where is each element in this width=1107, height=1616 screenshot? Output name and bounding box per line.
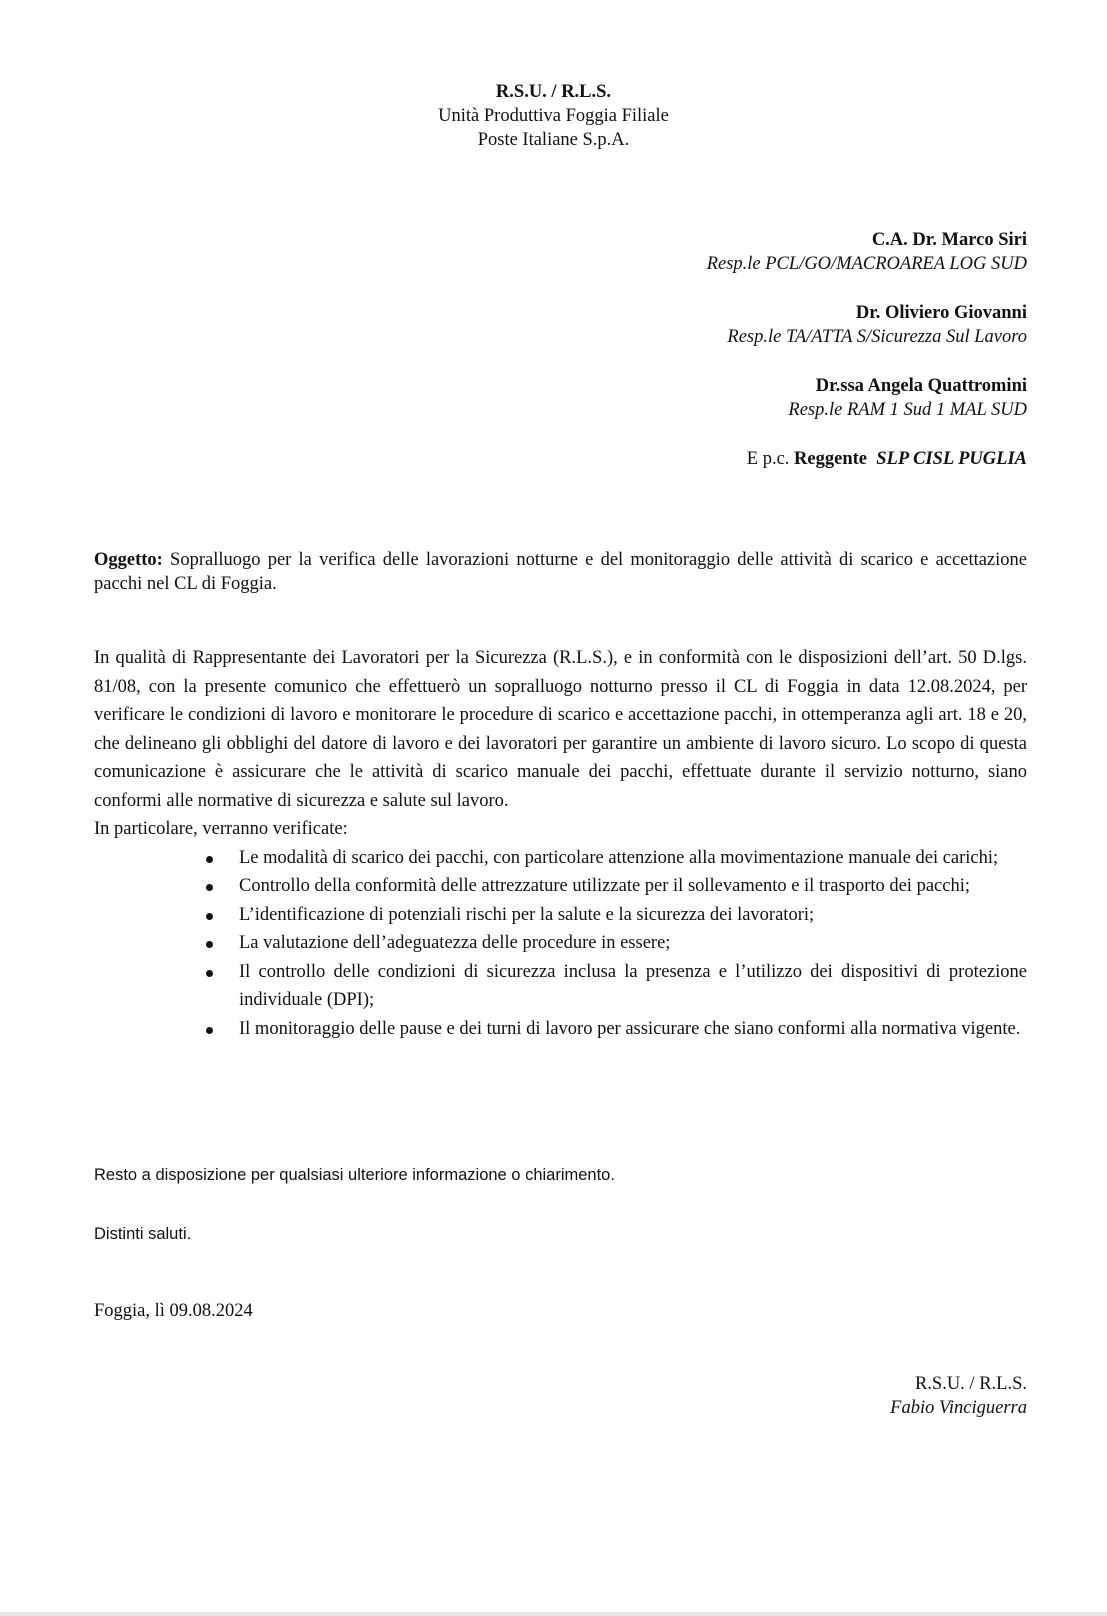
bullet-icon xyxy=(206,941,213,948)
letter-header xyxy=(0,80,1107,152)
list-item: La valutazione dell’adeguatezza delle procedure in essere; xyxy=(94,929,1027,958)
place-date: Foggia, lì 09.08.2024 xyxy=(94,1301,253,1321)
cc-role: Reggente xyxy=(794,449,867,469)
body-intro: In particolare, verranno verificate: xyxy=(94,819,348,839)
list-item: L’identificazione di potenziali rischi per la salute e la sicurezza dei lavoratori; xyxy=(94,901,1027,930)
list-item: Le modalità di scarico dei pacchi, con particolare attenzione alla movimentazione manuale dei carichi; xyxy=(94,844,1027,873)
header-title: R.S.U. / R.L.S. xyxy=(495,82,612,102)
recipient-name: Dr. Oliviero Giovanni xyxy=(855,303,1027,323)
list-item: Il monitoraggio delle pause e dei turni di lavoro per assicurare che siano conformi alla normativa vigente. xyxy=(94,1015,1027,1044)
body-paragraph: In qualità di Rappresentante dei Lavoratori per la Sicurezza (R.L.S.), e in conformità con le disposizioni dell’art. 50 D.lgs. 81/08, con la presente comunico che effettuerò un sopralluogo notturno presso il CL di Foggia in data 12.08.2024, per verificare le condizioni di lavoro e monitorare le procedure di scarico e accettazione pacchi, in ottemperanza agli art. 18 e 20, che delineano gli obblighi del datore di lavoro e dei lavoratori per garantire un ambiente di lavoro sicuro. Lo scopo di questa comunicazione è assicurare che le attività di scarico manuale dei pacchi, effettuate durante il servizio notturno, siano conformi alle normative di sicurezza e salute sul lavoro. xyxy=(94,648,1027,811)
signature-block xyxy=(890,1372,1027,1420)
closing-line: Resto a disposizione per qualsiasi ulteriore informazione o chiarimento. xyxy=(94,1166,615,1184)
recipient-role: Resp.le TA/ATTA S/Sicurezza Sul Lavoro xyxy=(727,327,1027,347)
greeting-line: Distinti saluti. xyxy=(94,1225,192,1243)
signature-title: R.S.U. / R.L.S. xyxy=(914,1374,1027,1394)
recipient-role: Resp.le PCL/GO/MACROAREA LOG SUD xyxy=(706,254,1027,274)
list-item: Il controllo delle condizioni di sicurezza inclusa la presenza e l’utilizzo dei dispositivi di protezione individuale (DPI); xyxy=(94,958,1027,1015)
bullet-icon xyxy=(206,856,213,863)
recipient-3 xyxy=(707,374,1027,422)
cc-line xyxy=(707,447,1027,471)
subject-line xyxy=(94,548,1027,596)
cc-org: SLP CISL PUGLIA xyxy=(876,449,1027,469)
bullet-icon xyxy=(206,970,213,977)
subject-label: Oggetto: xyxy=(94,550,163,570)
verification-list xyxy=(94,844,1027,1044)
recipient-2 xyxy=(707,301,1027,349)
bullet-icon xyxy=(206,913,213,920)
signature-name: Fabio Vinciguerra xyxy=(890,1398,1027,1418)
subject-text: Sopralluogo per la verifica delle lavorazioni notturne e del monitoraggio delle attività di scarico e accettazione pacchi nel CL di Foggia. xyxy=(94,550,1027,594)
cc-prefix: E p.c. xyxy=(746,449,790,469)
header-unit: Unità Produttiva Foggia Filiale xyxy=(438,106,669,126)
letter-body xyxy=(94,644,1027,1043)
recipient-1 xyxy=(707,228,1027,276)
list-item: Controllo della conformità delle attrezzature utilizzate per il sollevamento e il trasporto dei pacchi; xyxy=(94,872,1027,901)
recipient-name: Dr.ssa Angela Quattromini xyxy=(815,376,1027,396)
header-company: Poste Italiane S.p.A. xyxy=(477,130,630,150)
bullet-icon xyxy=(206,884,213,891)
recipients-block xyxy=(707,228,1027,471)
bullet-icon xyxy=(206,1027,213,1034)
page-bottom-edge xyxy=(0,1612,1107,1616)
recipient-role: Resp.le RAM 1 Sud 1 MAL SUD xyxy=(788,400,1027,420)
recipient-name: C.A. Dr. Marco Siri xyxy=(871,230,1027,250)
